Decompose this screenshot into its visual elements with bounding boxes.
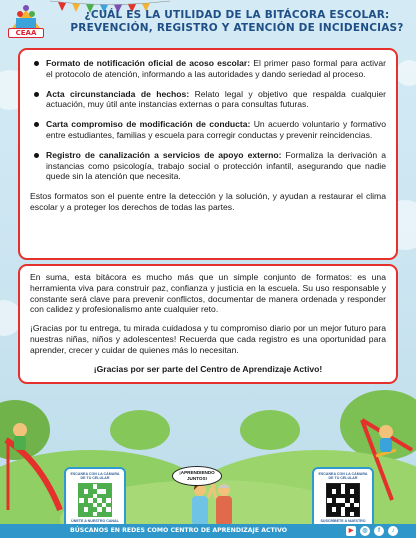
formats-list (30, 58, 386, 182)
bullet-icon (34, 61, 39, 66)
item-text: Formaliza la derivación a instancias como psicología, trabajo social o protección infantil, asegurando que nadie quede sin la atención que necesita. (46, 149, 386, 182)
qr-caption: ESCANEA CON LA CÁMARA DE TU CELULAR (70, 472, 120, 481)
item-term: Formato de notificación oficial de acoso escolar: (46, 58, 251, 68)
qr-card-right[interactable] (312, 467, 374, 529)
qr-code-icon[interactable] (78, 483, 112, 517)
thanks-line: ¡Gracias por ser parte del Centro de Aprendizaje Activo! (93, 363, 323, 374)
list-item (30, 58, 386, 80)
youtube-icon[interactable]: ▶ (346, 526, 356, 536)
playground-illustration (0, 380, 416, 525)
tree-icon (240, 410, 300, 450)
list-item (30, 150, 386, 182)
title-line-1: ¿CUÁL ES LA UTILIDAD DE LA BITÁCORA ESCOLAR: (84, 9, 390, 21)
item-text: El primer paso formal para activar el protocolo de atención, informando a las autoridades y dando seriedad al proceso. (46, 58, 386, 79)
formats-card (18, 48, 398, 260)
decor-bubble (396, 60, 416, 86)
gratitude-paragraph: ¡Gracias por tu entrega, tu mirada cuidadosa y tu compromiso diario por un mejor futuro para nuestras niñas, niños y adolescentes! Recuerda que cada registro es una oportunidad para aprender, crecer y cuidar de quienes más lo necesitan. (30, 323, 386, 355)
qr-bottom-caption: SUSCRÍBETE A NUESTRO (320, 519, 366, 524)
item-term: Carta compromiso de modificación de conducta: (46, 119, 251, 130)
logo-label: CEAA (8, 28, 44, 38)
bullet-icon (34, 122, 39, 127)
celebrating-people-icon (180, 480, 244, 526)
footer-text: BÚSCANOS EN REDES COMO CENTRO DE APRENDIZAJE ACTIVO (70, 527, 288, 534)
bullet-icon (34, 92, 39, 97)
tree-icon (110, 410, 170, 450)
summary-paragraph: En suma, esta bitácora es mucho más que un simple conjunto de formatos: es una herramienta viva para construir paz, confianza y justicia en la escuela. Su uso responsable y constante será clave para prevenir conflictos, documentar de manera ordenada y responder con calidez y profesionalismo ante cualquier reto. (30, 272, 386, 315)
item-text: Relato legal y objetivo que respalda cualquier actuación, muy útil ante instancias externas o para consultas futuras. (46, 88, 386, 110)
item-term: Registro de canalización a servicios de apoyo externo: (46, 149, 282, 160)
slide-icon (0, 400, 70, 520)
qr-bottom-caption: ÚNETE A NUESTRO CANAL (71, 519, 119, 524)
qr-code-icon[interactable] (326, 483, 360, 517)
bullet-icon (34, 153, 39, 158)
facebook-icon[interactable]: f (374, 526, 384, 536)
speech-bubble: ¡APRENDIENDO JUNTOS! (172, 466, 222, 486)
qr-card-left[interactable] (64, 467, 126, 529)
page-title (62, 9, 412, 35)
closing-paragraph: Estos formatos son el puente entre la detección y la solución, y ayudan a restaurar el clima escolar y a proteger los derechos de todas las partes. (30, 191, 386, 212)
list-item (30, 89, 386, 111)
tiktok-icon[interactable]: ♪ (388, 526, 398, 536)
item-text: Un acuerdo voluntario y formativo entre estudiantes, familias y escuela para corregir conductas y prevenir reincidencias. (46, 119, 386, 140)
instagram-icon[interactable]: ◎ (360, 526, 370, 536)
qr-caption: ESCANEA CON LA CÁMARA DE TU CELULAR (318, 472, 368, 481)
summary-card (18, 264, 398, 384)
title-line-2: PREVENCIÓN, REGISTRO Y ATENCIÓN DE INCIDENCIAS? (70, 22, 404, 34)
item-term: Acta circunstanciada de hechos: (46, 88, 190, 99)
list-item (30, 119, 386, 141)
